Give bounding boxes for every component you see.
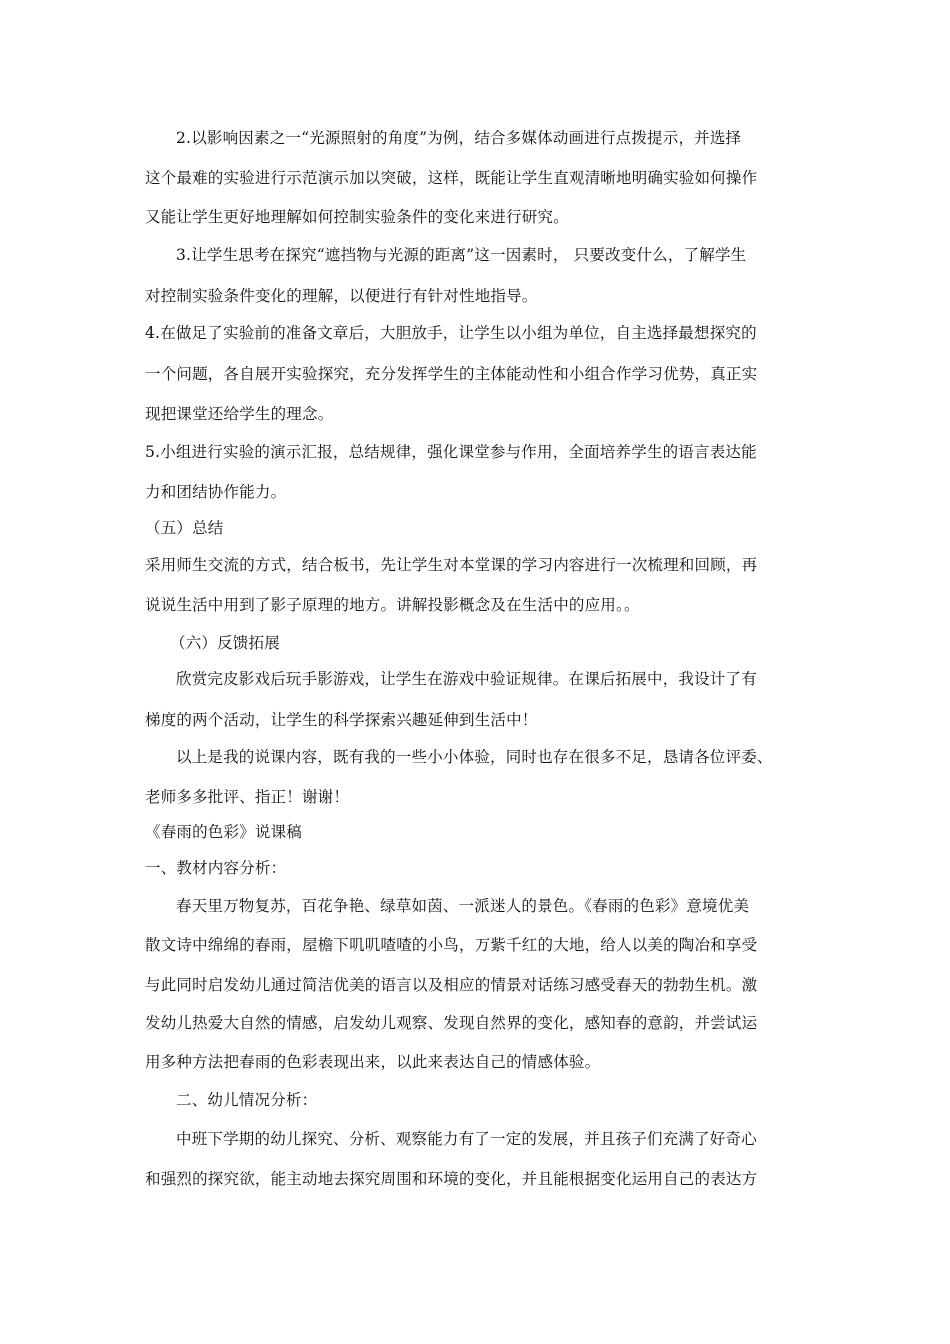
section-heading: （六）反馈拓展 [170, 634, 280, 652]
paragraph-line: 以上是我的说课内容，既有我的一些小小体验，同时也存在很多不足，恳请各位评委、 [176, 748, 773, 766]
paragraph-line: 4.在做足了实验前的准备文章后，大胆放手，让学生以小组为单位，自主选择最想探究的 [145, 324, 757, 342]
paragraph-line: 力和团结协作能力。 [145, 483, 287, 501]
section-heading: 一、教材内容分析： [145, 859, 287, 877]
paragraph-line: 梯度的两个活动，让学生的科学探索兴趣延伸到生活中！ [145, 711, 538, 729]
paragraph-line: 与此同时启发幼儿通过简洁优美的语言以及相应的情景对话练习感受春天的勃勃生机。激 [145, 976, 758, 994]
paragraph-line: 发幼儿热爱大自然的情感，启发幼儿观察、发现自然界的变化，感知春的意韵，并尝试运 [145, 1014, 758, 1032]
paragraph-line: 又能让学生更好地理解如何控制实验条件的变化来进行研究。 [145, 208, 569, 226]
section-heading: （五）总结 [145, 519, 224, 537]
paragraph-line: 散文诗中绵绵的春雨，屋檐下叽叽喳喳的小鸟，万紫千红的大地，给人以美的陶冶和享受 [145, 936, 758, 954]
paragraph-line: 这个最难的实验进行示范演示加以突破，这样，既能让学生直观清晰地明确实验如何操作 [145, 169, 758, 187]
paragraph-line: 中班下学期的幼儿探究、分析、观察能力有了一定的发展，并且孩子们充满了好奇心 [176, 1130, 757, 1148]
document-title: 《春雨的色彩》说课稿 [145, 823, 303, 841]
paragraph-line: 2.以影响因素之一“光源照射的角度”为例，结合多媒体动画进行点拨提示，并选择 [176, 129, 742, 147]
paragraph-line: 说说生活中用到了影子原理的地方。讲解投影概念及在生活中的应用。。 [145, 596, 640, 614]
paragraph-line: 一个问题，各自展开实验探究，充分发挥学生的主体能动性和小组合作学习优势，真正实 [145, 365, 758, 383]
paragraph-line: 欣赏完皮影戏后玩手影游戏，让学生在游戏中验证规律。在课后拓展中，我设计了有 [176, 670, 757, 688]
paragraph-line: 对控制实验条件变化的理解，以便进行有针对性地指导。 [145, 287, 538, 305]
paragraph-line: 采用师生交流的方式，结合板书，先让学生对本堂课的学习内容进行一次梳理和回顾，再 [145, 556, 758, 574]
paragraph-line: 和强烈的探究欲，能主动地去探究周围和环境的变化，并且能根据变化运用自己的表达方 [145, 1170, 758, 1188]
section-heading: 二、幼儿情况分析： [176, 1091, 318, 1109]
paragraph-line: 现把课堂还给学生的理念。 [145, 405, 334, 423]
paragraph-line: 用多种方法把春雨的色彩表现出来，以此来表达自己的情感体验。 [145, 1053, 601, 1071]
paragraph-line: 5.小组进行实验的演示汇报，总结规律，强化课堂参与作用，全面培养学生的语言表达能 [145, 443, 757, 461]
paragraph-line: 春天里万物复苏，百花争艳、绿草如茵、一派迷人的景色。《春雨的色彩》意境优美 [176, 897, 750, 915]
paragraph-line: 老师多多批评、指正！谢谢！ [145, 788, 350, 806]
paragraph-line: 3.让学生思考在探究“遮挡物与光源的距离”这一因素时， 只要改变什么，了解学生 [176, 246, 747, 264]
